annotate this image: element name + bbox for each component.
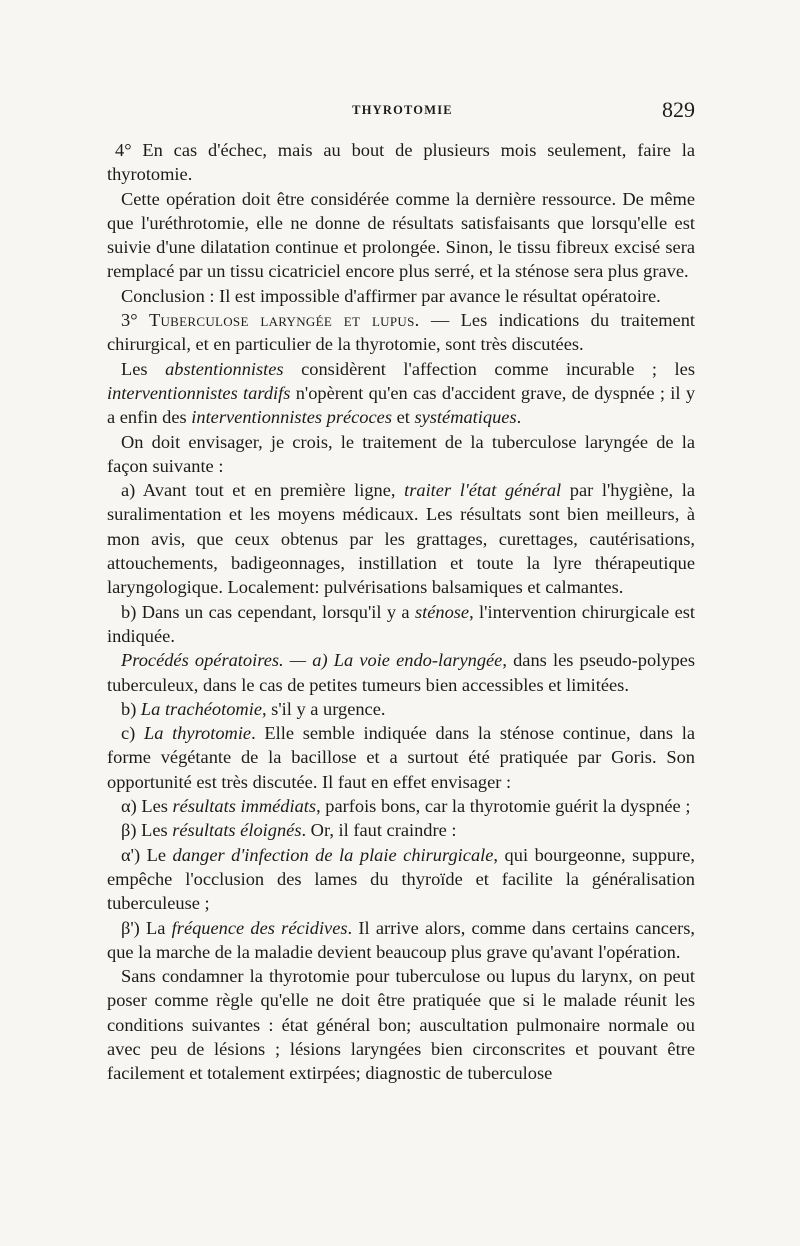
emphasis: interventionnistes tardifs <box>107 382 291 403</box>
paragraph-tuberculosis-heading <box>107 308 695 357</box>
emphasis: danger d'infection de la plaie chirurgicale <box>172 844 494 865</box>
text-run: β) Les <box>121 820 173 841</box>
text-run: b) <box>121 698 141 719</box>
emphasis: fréquence des récidives <box>171 917 348 938</box>
paragraph-conclusion: Conclusion : Il est impossible d'affirmer par avance le résultat opératoire. <box>121 285 661 306</box>
text-run: , dans les pseudo-polypes tuberculeux, dans le cas de petites tumeurs bien accessibles et limitées. <box>107 650 695 695</box>
body-text <box>107 138 695 1086</box>
emphasis: interventionnistes précoces <box>191 407 392 428</box>
emphasis: La thyrotomie <box>143 723 252 744</box>
text-run: . Elle semble indiquée dans la sténose continue, dans la forme végétante de la bacillose et a surtout été pratiquée par Goris. Son opportunité est très discutée. Il faut en effet envisager : <box>107 723 695 792</box>
text-run: n'opèrent qu'en cas d'accident grave, de dyspnée ; il y a enfin des <box>107 382 696 428</box>
paragraph-procedures <box>107 648 695 697</box>
paragraph-item-a <box>107 478 695 599</box>
text-run: , s'il y a urgence. <box>261 698 386 719</box>
paragraph-rule: Sans condamner la thyrotomie pour tuberculose ou lupus du larynx, on peut poser comme règle qu'elle ne doit être pratiquée que si le malade réunit les conditions suivantes : état général bon; auscultation pulmonaire normale ou avec peu de lésions ; lésions laryngées bien circonscrites et pouvant être facilement et totalement extirpées; diagnostic de tuberculose <box>107 966 695 1084</box>
paragraph-recurrence <box>107 916 695 965</box>
paragraph-immediate-results <box>107 794 695 818</box>
section-title: Tuberculose laryngée et lupus. <box>148 310 420 331</box>
text-run: α) Les <box>121 796 173 817</box>
text-run: par l'hygiène, la suralimentation et les moyens médicaux. Les résultats sont bien meilleurs, à mon avis, que ceux obtenus par les grattages, curettages, cautérisations, attouchements, badigeonnages, instillation et toute la lyre thérapeutique laryngologique. Localement: pulvérisations balsamiques et calmantes. <box>107 480 695 598</box>
emphasis: systématiques <box>414 407 517 428</box>
text-run: β') La <box>121 917 172 938</box>
text-run: Les <box>121 358 166 379</box>
text-run: . Il arrive alors, comme dans certains cancers, que la marche de la maladie devient beaucoup plus grave qu'avant l'opération. <box>107 917 695 962</box>
paragraph-thyrotomy <box>107 721 695 794</box>
emphasis: sténose <box>414 601 470 622</box>
paragraph-tracheotomy <box>107 697 695 721</box>
paragraph-distant-results <box>107 818 695 842</box>
text-run: α') Le <box>121 844 173 865</box>
emphasis: abstentionnistes <box>165 358 284 379</box>
paragraph-infection-danger <box>107 843 695 916</box>
section-number: 3° <box>121 310 149 331</box>
paragraph-item-b <box>107 600 695 649</box>
text-run: , qui bourgeonne, suppure, empêche l'occlusion des lames du thyroïde et facilite la généralisation tuberculeuse ; <box>107 844 696 914</box>
text-run: a) Avant tout et en première ligne, <box>121 480 405 501</box>
text-run: c) <box>121 723 144 744</box>
running-title: THYROTOMIE <box>352 103 453 117</box>
paragraph-treatment-plan: On doit envisager, je crois, le traitement de la tuberculose laryngée de la façon suivante : <box>107 431 695 476</box>
emphasis: Procédés opératoires. — a) La voie endo-laryngée <box>121 650 503 671</box>
emphasis: résultats immédiats <box>172 796 317 817</box>
paragraph-last-resort: Cette opération doit être considérée comme la dernière ressource. De même que l'uréthrotomie, elle ne donne de résultats satisfaisants que lorsqu'elle est suivie d'une dilatation continue et prolongée. Sinon, le tissu fibreux excisé sera remplacé par un tissu cicatriciel encore plus serré, et la sténose sera plus grave. <box>107 188 695 282</box>
section-intro: — Les indications du traitement chirurgical, et en particulier de la thyrotomie, sont très discutées. <box>107 310 696 355</box>
emphasis: traiter l'état général <box>404 480 562 501</box>
emphasis: résultats éloignés <box>172 820 302 841</box>
text-run: , parfois bons, car la thyrotomie guérit la dyspnée ; <box>316 796 691 817</box>
paragraph-schools <box>107 357 695 430</box>
paragraph-failure-case: 4° En cas d'échec, mais au bout de plusieurs mois seulement, faire la thyrotomie. <box>107 140 695 185</box>
text-run: . <box>516 407 522 428</box>
text-run: , l'intervention chirurgicale est indiquée. <box>107 601 695 646</box>
emphasis: La trachéotomie <box>140 698 262 719</box>
page-number: 829 <box>662 97 695 122</box>
text-run: b) Dans un cas cependant, lorsqu'il y a <box>121 601 415 622</box>
page-header <box>110 97 695 127</box>
text-run: considèrent l'affection comme incurable ; les <box>283 358 695 379</box>
text-run: et <box>391 407 415 428</box>
text-run: . Or, il faut craindre : <box>301 820 457 841</box>
